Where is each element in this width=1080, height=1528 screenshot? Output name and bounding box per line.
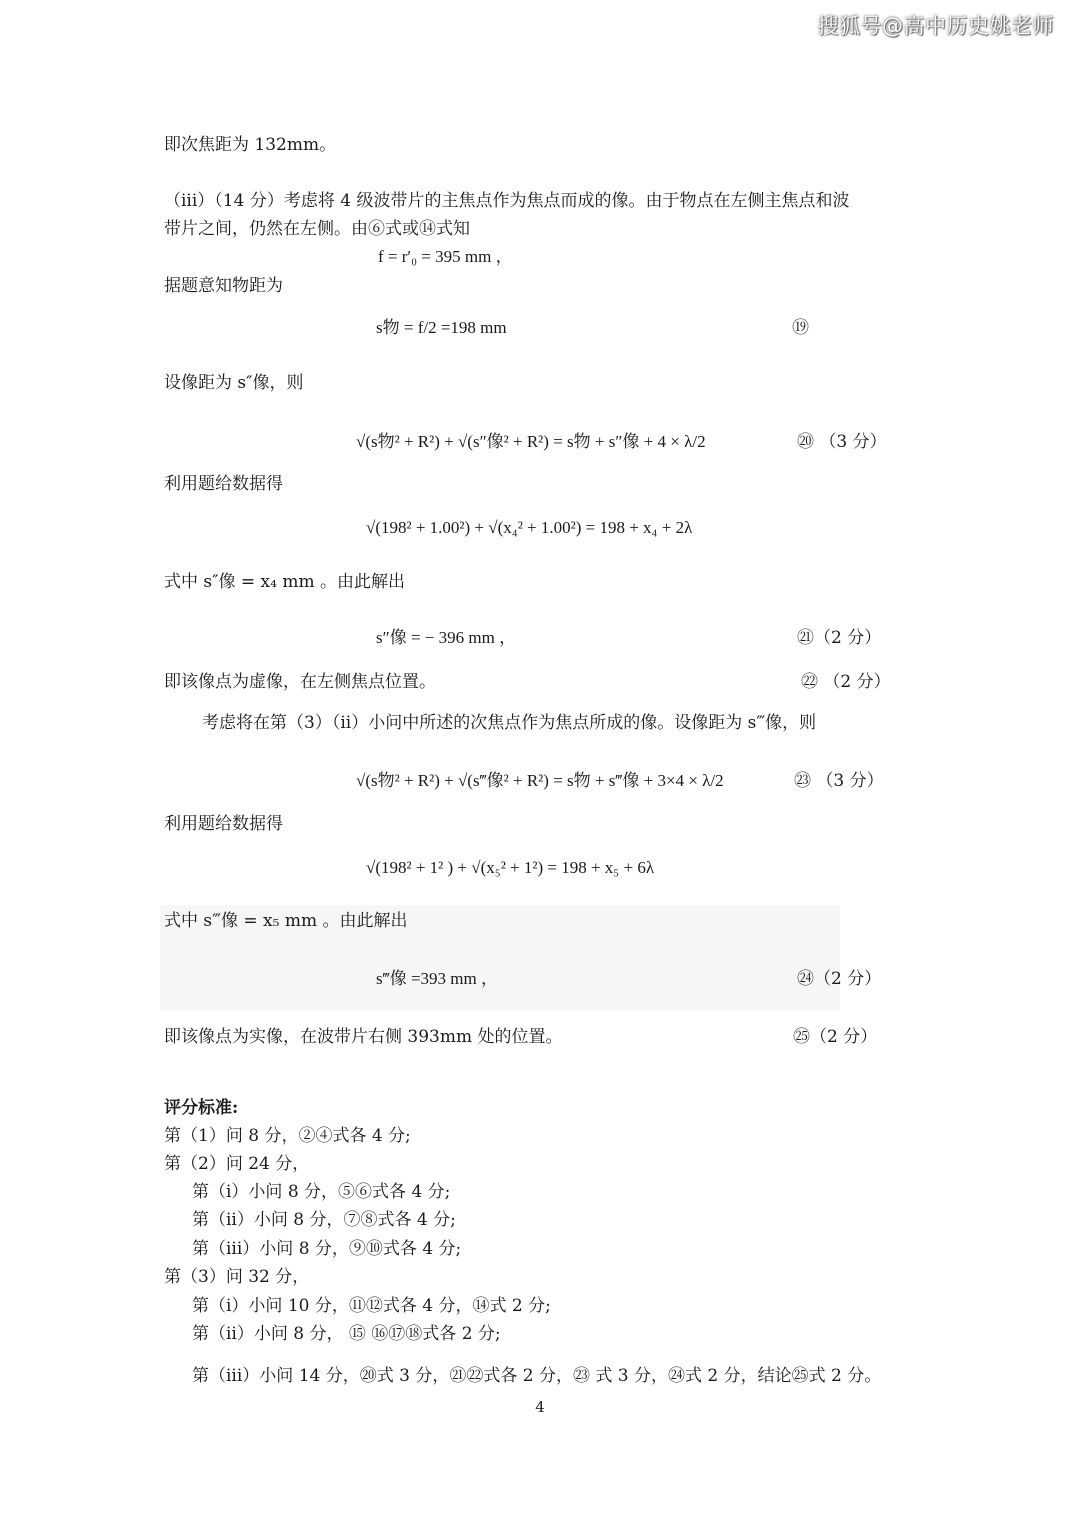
- equation-substitute-1: √(198² + 1.00²) + √(x₄² + 1.00²) = 198 + x₄ + 2λ: [366, 518, 693, 537]
- grading-item: 第（2）问 24 分，: [164, 1154, 310, 1174]
- equation-substitute-2: √(198² + 1² ) + √(x₅² + 1²) = 198 + x₅ + 6λ: [366, 858, 655, 877]
- grading-item: 第（i）小问 8 分，⑤⑥式各 4 分;: [192, 1182, 451, 1202]
- equation-tag-20: ⑳ （3 分）: [797, 432, 887, 452]
- equation-20: √(s物² + R²) + √(s″像² + R²) = s物 + s″像 + 4 × λ/2: [356, 432, 706, 451]
- text-line-12: 即该像点为实像，在波带片右侧 393mm 处的位置。: [164, 1027, 563, 1047]
- text-line-7: 式中 s″像 = x₄ mm 。由此解出: [164, 572, 405, 592]
- equation-tag-19: ⑲: [792, 318, 809, 338]
- text-line-2: （iii）（14 分）考虑将 4 级波带片的主焦点作为焦点而成的像。由于物点在左侧主焦点和波: [164, 191, 850, 211]
- equation-focal-length: f = r′₀ = 395 mm ，: [378, 247, 513, 266]
- equation-tag-22: ㉒ （2 分）: [801, 672, 891, 692]
- equation-24: s‴像 =393 mm ，: [376, 969, 498, 988]
- watermark: 搜狐号@高中历史姚老师: [817, 14, 1054, 38]
- grading-item: 第（ii）小问 8 分， ⑮ ⑯⑰⑱式各 2 分;: [192, 1324, 501, 1344]
- equation-tag-21: ㉑（2 分）: [797, 628, 882, 648]
- text-line-5: 设像距为 s″像，则: [164, 373, 304, 393]
- text-line-8: 即该像点为虚像，在左侧焦点位置。: [164, 672, 436, 692]
- text-line-11: 式中 s‴像 = x₅ mm 。由此解出: [164, 911, 408, 931]
- equation-21: s″像 = − 396 mm ，: [376, 628, 517, 647]
- page-number: 4: [535, 1398, 545, 1416]
- grading-item: 第（ii）小问 8 分，⑦⑧式各 4 分;: [192, 1210, 456, 1230]
- text-line-6: 利用题给数据得: [164, 474, 283, 494]
- grading-item: 第（1）问 8 分，②④式各 4 分;: [164, 1126, 411, 1146]
- equation-23: √(s物² + R²) + √(s‴像² + R²) = s物 + s‴像 + 3×4 × λ/2: [356, 771, 724, 790]
- grading-item: 第（3）问 32 分，: [164, 1267, 310, 1287]
- equation-tag-24: ㉔（2 分）: [797, 969, 882, 989]
- text-line-1: 即次焦距为 132mm。: [164, 135, 337, 155]
- equation-19: s物 = f/2 =198 mm: [376, 318, 507, 337]
- text-line-9: 考虑将在第（3）（ii）小问中所述的次焦点作为焦点所成的像。设像距为 s‴像，则: [202, 713, 817, 733]
- grading-item: 第（i）小问 10 分，⑪⑫式各 4 分，⑭式 2 分;: [192, 1296, 551, 1316]
- text-line-10: 利用题给数据得: [164, 814, 283, 834]
- text-line-4: 据题意知物距为: [164, 276, 283, 296]
- text-line-3: 带片之间，仍然在左侧。由⑥式或⑭式知: [164, 219, 470, 239]
- equation-tag-23: ㉓ （3 分）: [794, 771, 884, 791]
- grading-item: 第（iii）小问 14 分，⑳式 3 分，㉑㉒式各 2 分，㉓ 式 3 分，㉔式 2 分，结论㉕式 2 分。: [192, 1366, 882, 1386]
- equation-tag-25: ㉕（2 分）: [793, 1027, 878, 1047]
- grading-title: 评分标准:: [164, 1098, 239, 1118]
- grading-item: 第（iii）小问 8 分，⑨⑩式各 4 分;: [192, 1239, 462, 1259]
